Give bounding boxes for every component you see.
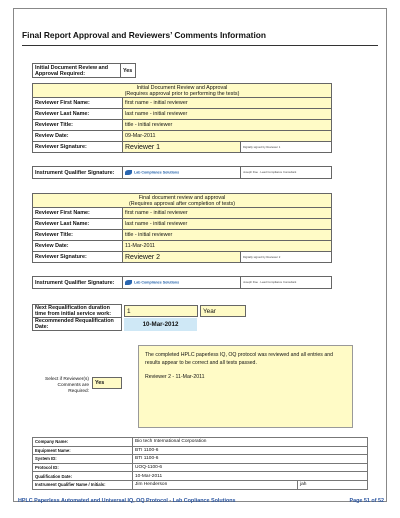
comments-select-label: Select if Reviewer(s) Comments are Required:: [45, 377, 89, 394]
final-qualifier-label: Instrument Qualifier Signature:: [33, 277, 123, 289]
info-company-label: Company Name:: [33, 438, 133, 447]
final-review-subtitle: (Requires approval after completion of tests): [128, 200, 236, 207]
final-last-name-value[interactable]: last name - initial reviewer: [123, 219, 332, 230]
initial-signature-label: Reviewer Signature:: [33, 142, 123, 153]
info-company-value: Bio tech International Corporation: [133, 438, 368, 447]
info-qual-date-label: Qualification Date:: [33, 472, 133, 481]
page-title: Final Report Approval and Reviewers’ Comments Information: [22, 30, 267, 40]
final-review-date-label: Review Date:: [33, 241, 123, 252]
initial-review-subtitle: (Requires approval prior to performing the tests): [124, 90, 240, 97]
initial-review-heading: [33, 84, 332, 98]
initial-review-date-label: Review Date:: [33, 131, 123, 142]
initial-qualifier-logo: [123, 167, 241, 179]
final-review-title: Final document review and approval: [138, 194, 226, 201]
initial-required-value[interactable]: Yes: [121, 64, 136, 78]
final-last-name-label: Reviewer Last Name:: [33, 219, 123, 230]
final-title-value[interactable]: title - initial reviewer: [123, 230, 332, 241]
info-equipment-value: BTI 1100-6: [133, 446, 368, 455]
info-qual-date-value: 10-Mar-2011: [133, 472, 368, 481]
lab-compliance-logo-icon: Lab Compliance Solutions: [125, 170, 179, 175]
comments-select-value[interactable]: Yes: [92, 377, 122, 389]
final-qualifier-note: Joseph Doe · Lead Compliance Consultant: [241, 277, 332, 289]
equipment-info-table: [32, 437, 368, 490]
initial-required-table: [32, 63, 136, 78]
initial-qualifier-note: Joseph Doe · Lead Compliance Consultant: [241, 167, 332, 179]
final-first-name-label: Reviewer First Name:: [33, 208, 123, 219]
initial-last-name-label: Reviewer Last Name:: [33, 109, 123, 120]
initial-review-date-value[interactable]: 09-Mar-2011: [123, 131, 332, 142]
info-qualifier-value: Jim Henderson: [133, 480, 298, 489]
initial-last-name-value[interactable]: last name - initial reviewer: [123, 109, 332, 120]
info-equipment-label: Equipment Name:: [33, 446, 133, 455]
initial-signature-note: Digitally signed by Reviewer 1: [241, 142, 332, 153]
reviewer-comments-box[interactable]: [138, 345, 353, 428]
initial-signature-value[interactable]: Reviewer 1: [123, 142, 241, 153]
final-review-date-value[interactable]: 11-Mar-2011: [123, 241, 332, 252]
final-review-table: [32, 193, 332, 263]
initial-required-label: Initial Document Review and Approval Required:: [33, 64, 121, 78]
final-signature-note: Digitally signed by Reviewer 2: [241, 252, 332, 263]
info-system-id-value: BTI 1100-6: [133, 455, 368, 464]
requal-duration-label-table: [32, 304, 122, 331]
initial-first-name-value[interactable]: first name - initial reviewer: [123, 98, 332, 109]
final-review-heading: [33, 194, 332, 208]
requal-date-label: Recommended Requalification Date:: [33, 318, 122, 331]
lab-compliance-logo-icon: Lab Compliance Solutions: [125, 280, 179, 285]
requal-duration-unit[interactable]: Year: [200, 305, 246, 317]
final-signature-label: Reviewer Signature:: [33, 252, 123, 263]
title-divider: [22, 45, 378, 46]
info-qualifier-initials: jah: [298, 480, 368, 489]
footer-page-number: Page 51 of 52: [349, 498, 384, 504]
info-protocol-id-value: UOQ-1100-6: [133, 463, 368, 472]
footer-title: HPLC Paperless Automated and Universal IQ, OQ Protocol - Lab Copliance Solutions: [18, 498, 236, 504]
initial-title-value[interactable]: title - initial reviewer: [123, 120, 332, 131]
final-first-name-value[interactable]: first name - initial reviewer: [123, 208, 332, 219]
requal-date-value: 10-Mar-2012: [124, 318, 197, 331]
final-signature-value[interactable]: Reviewer 2: [123, 252, 241, 263]
reviewer-comment-text: The completed HPLC paperless IQ, OQ protocol was reviewed and all entries and results appear to be correct and all tests passed.: [145, 352, 333, 366]
info-system-id-label: System ID:: [33, 455, 133, 464]
initial-review-title: Initial Document Review and Approval: [136, 84, 228, 91]
initial-qualifier-label: Instrument Qualifier Signature:: [33, 167, 123, 179]
initial-qualifier-table: [32, 166, 332, 179]
info-qualifier-label: Instrument Qualifier Name / Initials:: [33, 480, 133, 489]
info-protocol-id-label: Protocol ID:: [33, 463, 133, 472]
final-title-label: Reviewer Title:: [33, 230, 123, 241]
final-qualifier-logo: [123, 277, 241, 289]
requal-duration-value[interactable]: 1: [124, 305, 198, 317]
reviewer-comment-signoff: Reviewer 2 - 11-Mar-2011: [145, 374, 205, 380]
final-qualifier-table: [32, 276, 332, 289]
initial-title-label: Reviewer Title:: [33, 120, 123, 131]
initial-first-name-label: Reviewer First Name:: [33, 98, 123, 109]
requal-duration-label: Next Requalification duration time from initial service work:: [33, 305, 122, 318]
initial-review-table: [32, 83, 332, 153]
